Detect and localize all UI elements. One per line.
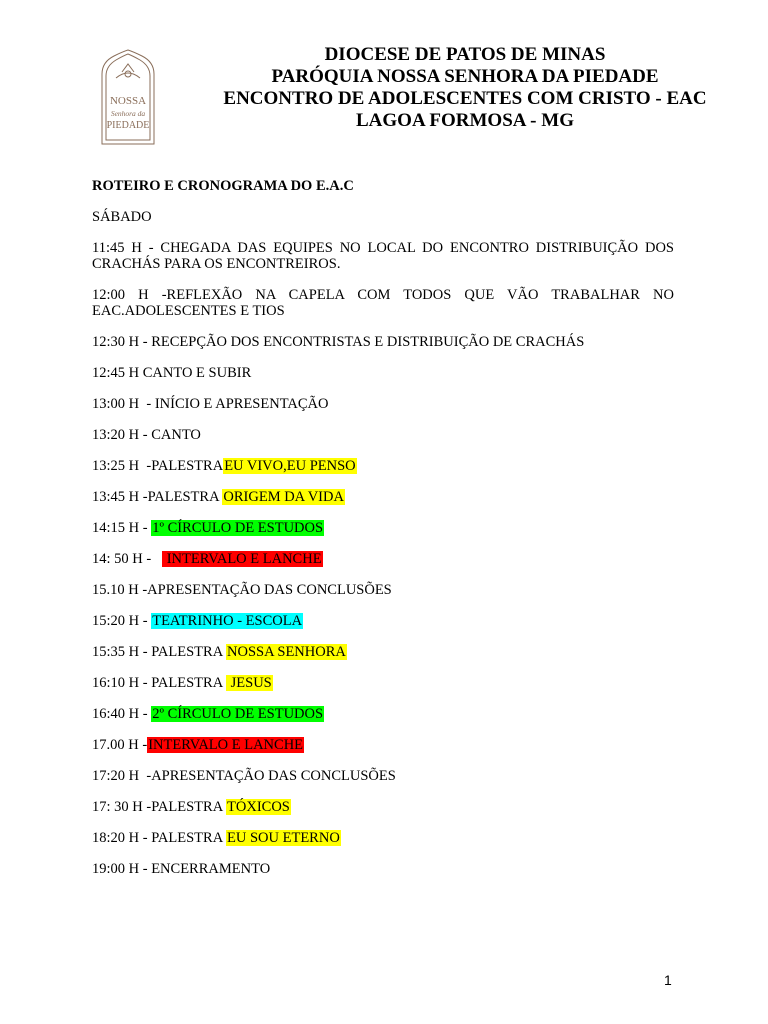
schedule-entry-text: 11:45 H - CHEGADA DAS EQUIPES NO LOCAL DO ENCONTRO DISTRIBUIÇÃO DOS CRACHÁS PARA OS ENCONTREIROS. [92,240,678,272]
schedule-entry-text: 14:15 H - [92,520,152,536]
schedule-entry [92,613,674,629]
header-line-parish: PARÓQUIA NOSSA SENHORA DA PIEDADE [271,66,659,87]
schedule-entry-text: 16:10 H - PALESTRA [92,675,227,691]
schedule-entry-text: 17.00 H - [92,737,148,753]
schedule-entry [92,830,674,846]
schedule-entry-text: 15:35 H - PALESTRA [92,644,227,660]
logo-text-line3: PIEDADE [106,120,150,131]
schedule-entry-text: 12:00 H -REFLEXÃO NA CAPELA COM TODOS QUE VÃO TRABALHAR NO EAC.ADOLESCENTES E TIOS [92,287,678,319]
schedule-entry-text: 15.10 H -APRESENTAÇÃO DAS CONCLUSÕES [92,582,392,598]
schedule-entry-highlight: EU SOU ETERNO [227,830,340,846]
schedule-entry [92,240,678,272]
logo-text-line2: Senhora da [110,109,146,118]
schedule-entry [92,675,674,691]
schedule-entry [92,334,674,350]
schedule-entry-highlight: INTERVALO E LANCHE [148,737,304,753]
schedule-entry [92,458,674,474]
schedule-entry-text: 12:45 H CANTO E SUBIR [92,365,252,381]
parish-logo [96,48,160,146]
schedule-entry-highlight: JESUS [227,675,272,691]
schedule-entry [92,737,674,753]
header-line-event: ENCONTRO DE ADOLESCENTES COM CRISTO - EAC [223,88,707,109]
page-number: 1 [664,972,672,988]
schedule-entry-text: 19:00 H - ENCERRAMENTO [92,861,271,877]
schedule-entry [92,644,674,660]
schedule-list [92,240,678,877]
schedule-entry [92,520,674,536]
schedule-entry-highlight: TEATRINHO - ESCOLA [152,613,303,629]
schedule-entry [92,427,674,443]
document-title: ROTEIRO E CRONOGRAMA DO E.A.C [92,178,354,194]
logo-text-line1: NOSSA [109,95,147,107]
schedule-entry [92,489,674,505]
parish-logo-emblem [96,48,160,146]
day-label: SÁBADO [92,209,152,225]
schedule-entry-text: 17:20 H -APRESENTAÇÃO DAS CONCLUSÕES [92,768,396,784]
schedule-entry [92,365,674,381]
schedule-entry-text: 18:20 H - PALESTRA [92,830,227,846]
schedule-entry [92,551,674,567]
document-body [92,178,678,892]
schedule-entry-highlight: NOSSA SENHORA [227,644,346,660]
schedule-entry-highlight: TÓXICOS [227,799,290,815]
schedule-entry [92,799,674,815]
schedule-entry [92,706,674,722]
schedule-entry-text: 13:45 H -PALESTRA [92,489,223,505]
header-line-diocese: DIOCESE DE PATOS DE MINAS [324,44,606,65]
schedule-entry-text: 14: 50 H - [92,551,163,567]
schedule-entry-text: 13:20 H - CANTO [92,427,201,443]
schedule-entry-text: 16:40 H - [92,706,152,722]
schedule-entry-highlight: INTERVALO E LANCHE [163,551,322,567]
schedule-entry-text: 15:20 H - [92,613,152,629]
header-line-location: LAGOA FORMOSA - MG [356,110,574,131]
document-header [170,44,760,132]
schedule-entry-text: 12:30 H - RECEPÇÃO DOS ENCONTRISTAS E DISTRIBUIÇÃO DE CRACHÁS [92,334,585,350]
schedule-entry-text: 17: 30 H -PALESTRA [92,799,227,815]
schedule-entry-highlight: EU VIVO,EU PENSO [224,458,356,474]
schedule-entry-highlight: 1º CÍRCULO DE ESTUDOS [152,520,324,536]
schedule-entry [92,582,674,598]
schedule-entry-highlight: 2º CÍRCULO DE ESTUDOS [152,706,324,722]
schedule-entry-highlight: ORIGEM DA VIDA [223,489,344,505]
schedule-entry-text: 13:25 H -PALESTRA [92,458,224,474]
schedule-entry-text: 13:00 H - INÍCIO E APRESENTAÇÃO [92,396,329,412]
schedule-entry [92,396,674,412]
schedule-entry [92,768,674,784]
schedule-entry [92,287,678,319]
schedule-entry [92,861,674,877]
